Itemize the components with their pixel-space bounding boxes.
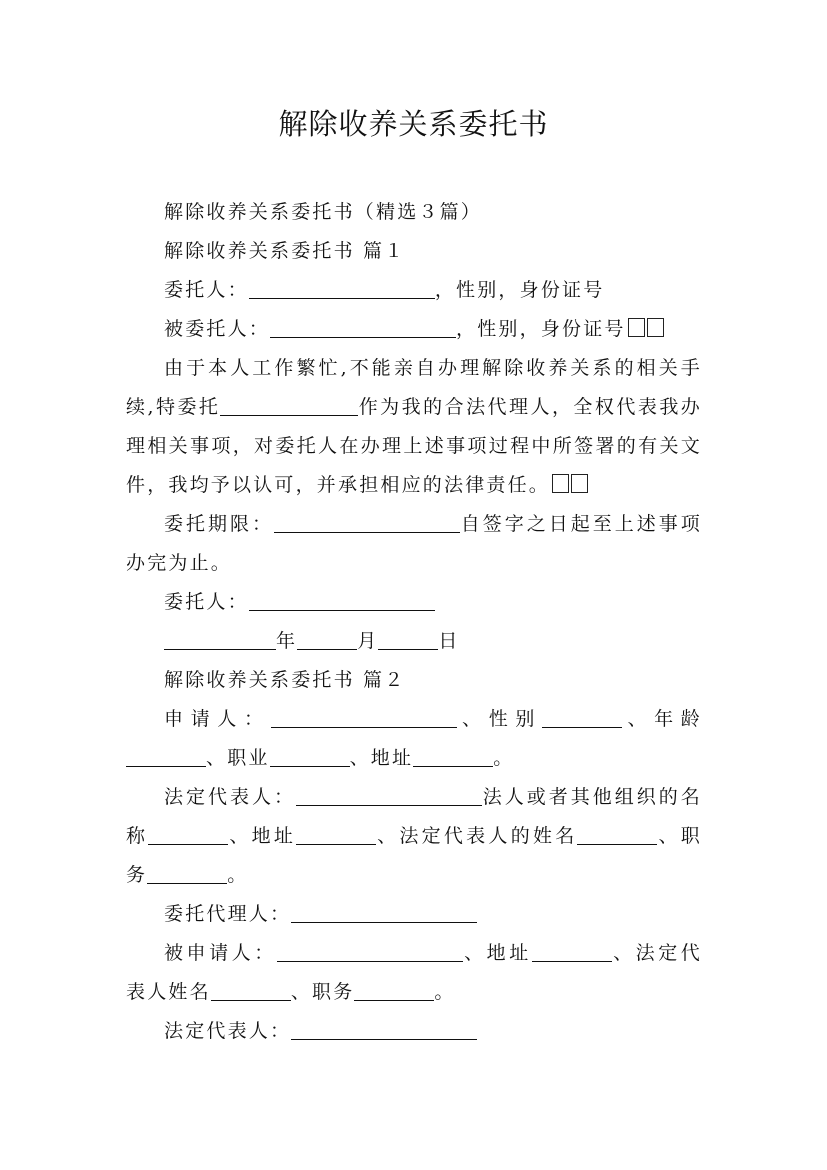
legal-rep-blank — [296, 784, 482, 806]
reason-text-b: 作为我的合法代理人，全权代表我办理相关事项，对委托人在办理上述事项过程中所签署的有关文件，我均予以认可，并承担相应的法律责任。 — [126, 396, 703, 496]
missing-glyph-box — [628, 318, 645, 337]
period-end: 。 — [434, 981, 456, 1003]
age-label: 、年龄 — [622, 708, 702, 730]
period-label: 委托期限： — [164, 513, 274, 535]
period-paragraph — [126, 505, 702, 583]
sign-blank — [249, 589, 435, 611]
legal-rep2-line — [126, 1012, 702, 1051]
reason-text-a: 由于本人工作繁忙,不能亲自办理解除收养关系的相关手续,特委托 — [126, 357, 702, 418]
year-blank — [164, 628, 276, 650]
position-label: 、职务 — [126, 825, 702, 886]
respondent-blank — [277, 940, 463, 962]
resp-rep-name-label: 、法定代表人姓名 — [126, 942, 702, 1003]
legal-rep-paragraph — [126, 778, 702, 895]
month-blank — [297, 628, 357, 650]
applicant-paragraph — [126, 700, 702, 778]
agent-suffix: ，性别，身份证号 — [456, 318, 626, 340]
gender-blank — [542, 706, 622, 728]
period-blank — [274, 511, 460, 533]
year-label: 年 — [276, 630, 298, 652]
legal-rep2-label: 法定代表人： — [164, 1020, 292, 1042]
legal-rep2-blank — [291, 1018, 477, 1040]
address-blank — [413, 745, 493, 767]
section1-heading: 解除收养关系委托书 篇１ — [164, 240, 406, 262]
principal-line — [126, 271, 702, 310]
legal-rep-label: 法定代表人： — [164, 786, 296, 808]
proxy-label: 委托代理人： — [164, 903, 292, 925]
applicant-label: 申请人： — [164, 708, 271, 730]
rep-name-blank — [577, 823, 657, 845]
document-title: 解除收养关系委托书 — [278, 107, 549, 141]
missing-glyph-box — [647, 318, 664, 337]
org-address-blank — [296, 823, 376, 845]
principal-label: 委托人： — [164, 279, 249, 301]
resp-address-blank — [532, 940, 612, 962]
appointee-blank — [220, 394, 358, 416]
org-text: 法人或者其他组织的名称 — [126, 786, 702, 847]
date-line — [126, 622, 702, 661]
month-label: 月 — [357, 630, 379, 652]
agent-label: 被委托人： — [164, 318, 271, 340]
rep-name-label: 、法定代表人的姓名 — [376, 825, 578, 847]
principal-suffix: ，性别，身份证号 — [434, 279, 605, 301]
signature-line — [126, 583, 702, 622]
agent-blank — [270, 316, 456, 338]
org-address-label: 、地址 — [228, 825, 297, 847]
principal-blank — [249, 277, 435, 299]
sign-label: 委托人： — [164, 591, 249, 613]
missing-glyph-box — [571, 474, 588, 493]
applicant-blank — [271, 706, 457, 728]
agent-line — [126, 310, 702, 349]
period-end: 。 — [493, 747, 515, 769]
respondent-paragraph — [126, 934, 702, 1012]
resp-rep-name-blank — [211, 979, 291, 1001]
age-blank — [126, 745, 206, 767]
resp-address-label: 、地址 — [462, 942, 532, 964]
period-suffix: 自签字之日起至上述事项办完为止。 — [126, 513, 702, 574]
proxy-blank — [291, 901, 477, 923]
day-blank — [378, 628, 438, 650]
position-blank — [147, 862, 227, 884]
proxy-line — [126, 895, 702, 934]
occupation-label: 、职业 — [206, 747, 270, 769]
document-body — [126, 193, 702, 1051]
section2-heading: 解除收养关系委托书 篇２ — [164, 669, 406, 691]
resp-position-blank — [354, 979, 434, 1001]
period-end: 。 — [227, 864, 249, 886]
resp-position-label: 、职务 — [290, 981, 355, 1003]
address-label: 、地址 — [349, 747, 414, 769]
subtitle: 解除收养关系委托书（精选３篇） — [164, 201, 483, 223]
day-label: 日 — [438, 630, 460, 652]
reason-paragraph — [126, 349, 702, 505]
respondent-label: 被申请人： — [164, 942, 277, 964]
gender-label: 、性别 — [456, 708, 543, 730]
missing-glyph-box — [552, 474, 569, 493]
occupation-blank — [270, 745, 350, 767]
org-name-blank — [148, 823, 228, 845]
